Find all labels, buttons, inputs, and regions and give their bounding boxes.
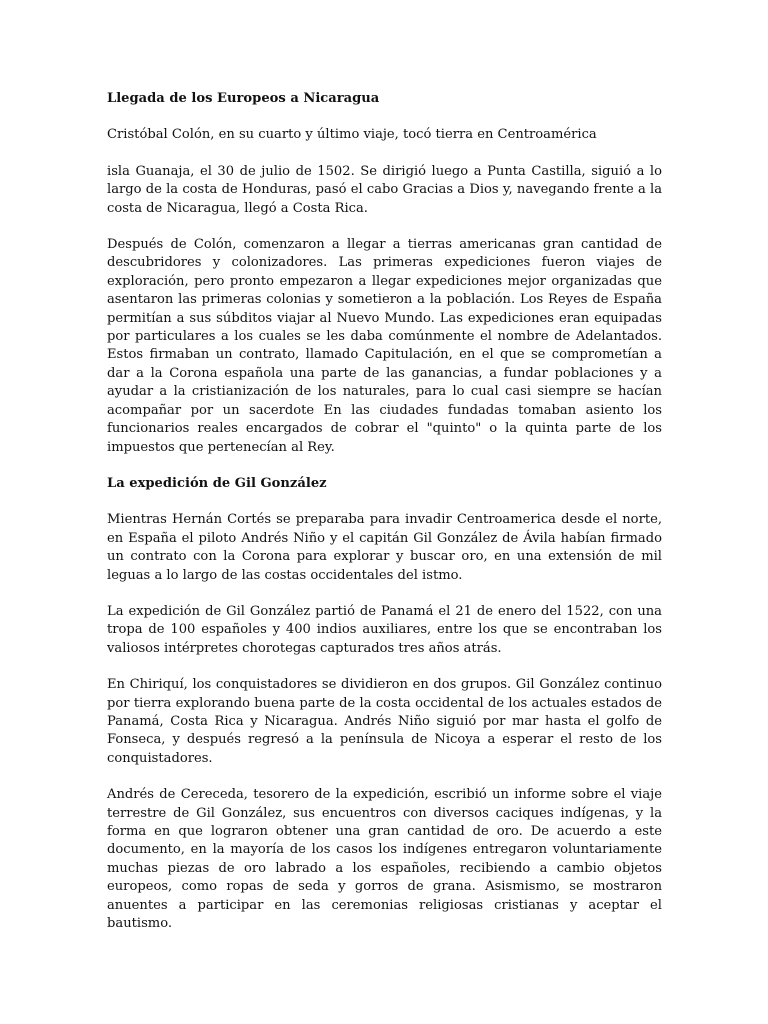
paragraph-despues-de-colon: Después de Colón, comenzaron a llegar a tierras americanas gran cantidad de descubridores y colonizadores. Las primeras expediciones fueron viajes de exploración, pero pronto empezaron a llegar expediciones mejor organizadas que asentaron las primeras colonias y sometieron a la población. Los Reyes de España permitían a sus súbditos viajar al Nuevo Mundo. Las expediciones eran equipadas por particulares a los cuales se les daba comúnmente el nombre de Adelantados. Estos firmaban un contrato, llamado Capitulación, en el que se comprometían a dar a la Corona española una parte de las ganancias, a fundar poblaciones y a ayudar a la cristianización de los naturales, para lo cual casi siempre se hacían acompañar por un sacerdote En las ciudades fundadas tomaban asiento los funcionarios reales encargados de cobrar el "quinto" o la quinta parte de los impuestos que pertenecían al Rey.: [107, 237, 662, 455]
paragraph-chiriqui: En Chiriquí, los conquistadores se dividieron en dos grupos. Gil González continuo por tierra explorando buena parte de la costa occidental de los actuales estados de Panamá, Costa Rica y Nicaragua. Andrés Niño siguió por mar hasta el golfo de Fonseca, y después regresó a la península de Nicoya a esperar el resto de los conquistadores.: [107, 677, 662, 766]
paragraph-colon-intro: Cristóbal Colón, en su cuarto y último viaje, tocó tierra en Centroamérica: [107, 127, 597, 143]
paragraph-hernan-cortes: Mientras Hernán Cortés se preparaba para invadir Centroamerica desde el norte, en España el piloto Andrés Niño y el capitán Gil González de Ávila habían firmado un contrato con la Corona para explorar y buscar oro, en una extensión de mil leguas a lo largo de las costas occidentales del istmo.: [107, 512, 662, 583]
paragraph-cereceda: Andrés de Cereceda, tesorero de la expedición, escribió un informe sobre el viaje terrestre de Gil González, sus encuentros con diversos caciques indígenas, y la forma en que lograron obtener una gran cantidad de oro. De acuerdo a este documento, en la mayoría de los casos los indígenes entregaron voluntariamente muchas piezas de oro labrado a los españoles, recibiendo a cambio objetos europeos, como ropas de seda y gorros de grana. Asismismo, se mostraron anuentes a participar en las ceremonias religiosas cristianas y aceptar el bautismo.: [107, 787, 662, 932]
document-page: [107, 90, 662, 951]
section-heading-llegada: Llegada de los Europeos a Nicaragua: [107, 91, 380, 106]
section-heading-gil-gonzalez: La expedición de Gil González: [107, 475, 327, 491]
paragraph-guanaja: isla Guanaja, el 30 de julio de 1502. Se dirigió luego a Punta Castilla, siguió a lo largo de la costa de Honduras, pasó el cabo Gracias a Dios y, navegando frente a la costa de Nicaragua, llegó a Costa Rica.: [107, 163, 662, 216]
paragraph-expedicion-panama: La expedición de Gil González partió de Panamá el 21 de enero del 1522, con una tropa de 100 españoles y 400 indios auxiliares, entre los que se encontraban los valiosos intérpretes chorotegas capturados tres años atrás.: [107, 603, 662, 656]
